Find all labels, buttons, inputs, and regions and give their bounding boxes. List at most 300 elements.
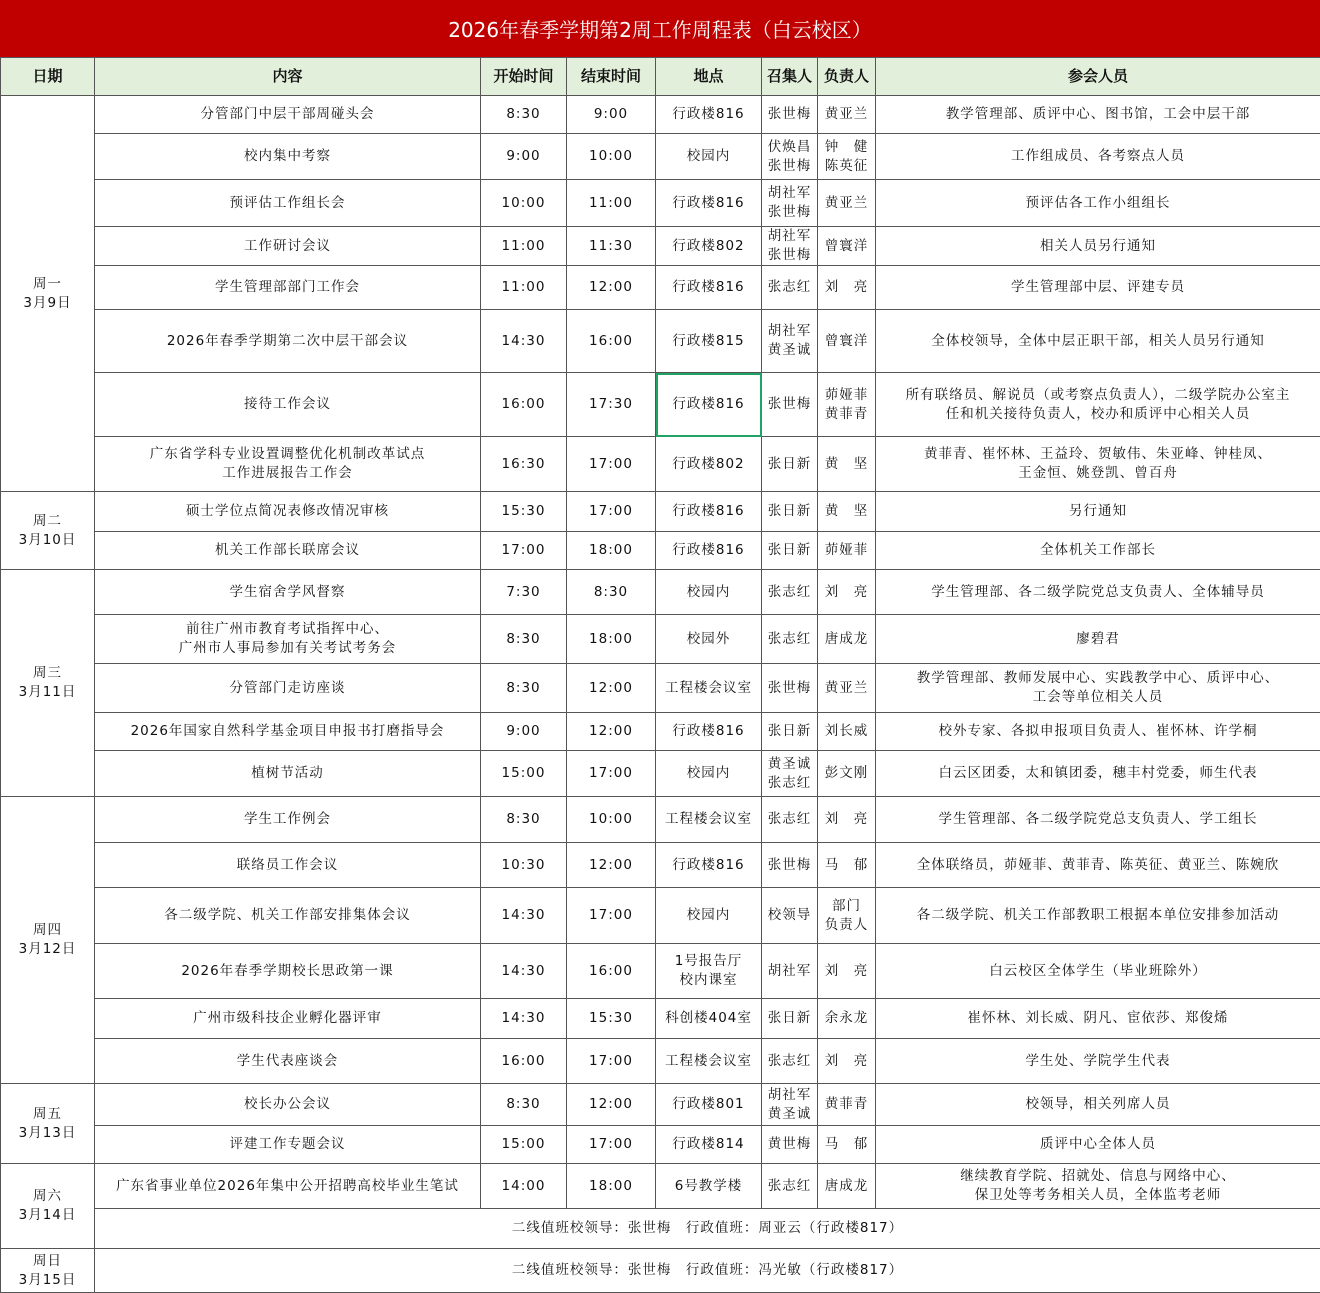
owner-cell-line: 黄亚兰 xyxy=(820,194,873,213)
owner-cell-line: 部门 xyxy=(820,897,873,916)
start-time-cell[interactable]: 8:30 xyxy=(481,615,567,664)
start-time-cell[interactable]: 15:00 xyxy=(481,751,567,797)
convener-cell[interactable] xyxy=(762,664,818,713)
content-cell-line: 2026年春季学期校长思政第一课 xyxy=(97,962,478,981)
owner-cell[interactable] xyxy=(818,310,876,373)
table-row xyxy=(1,134,1320,180)
owner-cell[interactable] xyxy=(818,227,876,266)
attendees-cell-line: 工作组成员、各考察点人员 xyxy=(878,147,1318,166)
content-cell-line: 学生宿舍学风督察 xyxy=(97,583,478,602)
location-cell-line: 行政楼815 xyxy=(658,332,759,351)
convener-cell-line: 张日新 xyxy=(764,541,815,560)
content-cell-line: 学生管理部部门工作会 xyxy=(97,278,478,297)
end-time-cell[interactable]: 9:00 xyxy=(567,96,656,134)
table-row xyxy=(1,1126,1320,1164)
location-cell[interactable] xyxy=(656,96,762,134)
location-cell-line: 行政楼816 xyxy=(658,722,759,741)
content-cell-line: 各二级学院、机关工作部安排集体会议 xyxy=(97,906,478,925)
day-cell-sun[interactable] xyxy=(1,1249,95,1293)
convener-cell[interactable] xyxy=(762,492,818,532)
owner-cell[interactable] xyxy=(818,1039,876,1084)
end-time-cell[interactable]: 17:30 xyxy=(567,373,656,437)
content-cell[interactable] xyxy=(95,373,481,437)
convener-cell-line: 张志红 xyxy=(764,810,815,829)
header-convener[interactable]: 召集人 xyxy=(762,58,818,96)
table-row xyxy=(1,532,1320,570)
attendees-cell[interactable] xyxy=(876,134,1320,180)
convener-cell-line: 张志红 xyxy=(764,583,815,602)
owner-cell[interactable] xyxy=(818,1126,876,1164)
start-time-cell[interactable]: 16:30 xyxy=(481,437,567,492)
owner-cell[interactable] xyxy=(818,96,876,134)
content-cell-line: 学生代表座谈会 xyxy=(97,1052,478,1071)
end-time-cell[interactable]: 17:00 xyxy=(567,751,656,797)
location-cell-line: 行政楼816 xyxy=(658,541,759,560)
header-location[interactable]: 地点 xyxy=(656,58,762,96)
content-cell-line: 联络员工作会议 xyxy=(97,856,478,875)
owner-cell[interactable] xyxy=(818,492,876,532)
owner-cell-line: 曾寰洋 xyxy=(820,237,873,256)
day-cell-fri[interactable] xyxy=(1,1084,95,1164)
start-time-cell[interactable]: 10:00 xyxy=(481,180,567,227)
attendees-cell-line: 白云区团委，太和镇团委，穗丰村党委，师生代表 xyxy=(878,764,1318,783)
end-time-cell[interactable]: 12:00 xyxy=(567,843,656,888)
owner-cell-line: 马 郁 xyxy=(820,1135,873,1154)
content-cell-line: 分管部门走访座谈 xyxy=(97,679,478,698)
table-row xyxy=(1,437,1320,492)
location-cell[interactable] xyxy=(656,1164,762,1209)
location-cell[interactable] xyxy=(656,1039,762,1084)
owner-cell-line: 钟 健 xyxy=(820,138,873,157)
content-cell[interactable] xyxy=(95,1164,481,1209)
location-cell-line: 工程楼会议室 xyxy=(658,679,759,698)
end-time-cell[interactable]: 17:00 xyxy=(567,1126,656,1164)
attendees-cell-line: 白云校区全体学生（毕业班除外） xyxy=(878,962,1318,981)
start-time-cell[interactable]: 11:00 xyxy=(481,227,567,266)
content-cell[interactable] xyxy=(95,437,481,492)
owner-cell[interactable] xyxy=(818,373,876,437)
owner-cell[interactable] xyxy=(818,180,876,227)
convener-cell[interactable] xyxy=(762,227,818,266)
attendees-cell[interactable] xyxy=(876,373,1320,437)
content-cell[interactable] xyxy=(95,888,481,944)
content-cell-line: 前往广州市教育考试指挥中心、 xyxy=(97,620,478,639)
attendees-cell-line: 廖碧君 xyxy=(878,630,1318,649)
location-cell-line: 校园内 xyxy=(658,906,759,925)
attendees-cell-line: 全体联络员，茆娅菲、黄菲青、陈英征、黄亚兰、陈婉欣 xyxy=(878,856,1318,875)
location-cell[interactable] xyxy=(656,664,762,713)
content-cell-line: 硕士学位点简况表修改情况审核 xyxy=(97,502,478,521)
attendees-cell-line: 教学管理部、质评中心、图书馆，工会中层干部 xyxy=(878,105,1318,124)
content-cell[interactable] xyxy=(95,492,481,532)
attendees-cell[interactable] xyxy=(876,615,1320,664)
convener-cell-line: 张日新 xyxy=(764,502,815,521)
location-cell[interactable] xyxy=(656,797,762,843)
content-cell[interactable] xyxy=(95,751,481,797)
content-cell-line: 广州市级科技企业孵化器评审 xyxy=(97,1009,478,1028)
location-cell[interactable] xyxy=(656,888,762,944)
owner-cell[interactable] xyxy=(818,664,876,713)
day-cell-sat[interactable] xyxy=(1,1164,95,1249)
start-time-cell[interactable]: 11:00 xyxy=(481,266,567,310)
content-cell-line: 工作进展报告工作会 xyxy=(97,464,478,483)
content-cell[interactable] xyxy=(95,570,481,615)
content-cell-line: 接待工作会议 xyxy=(97,395,478,414)
table-row xyxy=(1,373,1320,437)
owner-cell-line: 刘 亮 xyxy=(820,810,873,829)
convener-cell[interactable] xyxy=(762,373,818,437)
location-cell[interactable] xyxy=(656,134,762,180)
owner-cell-line: 陈英征 xyxy=(820,157,873,176)
owner-cell[interactable] xyxy=(818,615,876,664)
end-time-cell[interactable]: 12:00 xyxy=(567,713,656,751)
convener-cell-line: 胡社军 xyxy=(764,322,815,341)
content-cell-line: 分管部门中层干部周碰头会 xyxy=(97,105,478,124)
location-cell-line: 行政楼802 xyxy=(658,237,759,256)
content-cell[interactable] xyxy=(95,1126,481,1164)
end-time-cell[interactable]: 11:00 xyxy=(567,180,656,227)
start-time-cell[interactable]: 17:00 xyxy=(481,532,567,570)
day-date: 3月14日 xyxy=(3,1206,92,1225)
start-time-cell[interactable]: 8:30 xyxy=(481,664,567,713)
location-cell[interactable] xyxy=(656,570,762,615)
convener-cell[interactable] xyxy=(762,134,818,180)
table-row xyxy=(1,713,1320,751)
convener-cell[interactable] xyxy=(762,999,818,1039)
schedule-table xyxy=(0,57,1320,1293)
location-cell[interactable] xyxy=(656,999,762,1039)
day-cell-tue[interactable] xyxy=(1,492,95,570)
content-cell-line: 校内集中考察 xyxy=(97,147,478,166)
start-time-cell[interactable]: 15:00 xyxy=(481,1126,567,1164)
location-cell[interactable] xyxy=(656,180,762,227)
table-row xyxy=(1,227,1320,266)
table-row xyxy=(1,797,1320,843)
convener-cell-line: 张世梅 xyxy=(764,856,815,875)
convener-cell[interactable] xyxy=(762,751,818,797)
start-time-cell[interactable]: 14:30 xyxy=(481,888,567,944)
location-cell[interactable] xyxy=(656,310,762,373)
table-row xyxy=(1,266,1320,310)
attendees-cell[interactable] xyxy=(876,1126,1320,1164)
location-cell-line: 校园内 xyxy=(658,583,759,602)
convener-cell-line: 胡社军 xyxy=(764,962,815,981)
convener-cell[interactable] xyxy=(762,843,818,888)
convener-cell-line: 张志红 xyxy=(764,774,815,793)
convener-cell[interactable] xyxy=(762,888,818,944)
attendees-cell[interactable] xyxy=(876,1039,1320,1084)
convener-cell-line: 黄圣诚 xyxy=(764,1105,815,1124)
start-time-cell[interactable]: 8:30 xyxy=(481,1084,567,1126)
end-time-cell[interactable]: 17:00 xyxy=(567,492,656,532)
convener-cell-line: 张日新 xyxy=(764,455,815,474)
location-cell-line: 校园内 xyxy=(658,147,759,166)
content-cell[interactable] xyxy=(95,227,481,266)
attendees-cell[interactable] xyxy=(876,96,1320,134)
table-row xyxy=(1,1039,1320,1084)
attendees-cell-line: 黄菲青、崔怀林、王益玲、贺敏伟、朱亚峰、钟桂凤、 xyxy=(878,445,1318,464)
convener-cell-line: 张世梅 xyxy=(764,157,815,176)
end-time-cell[interactable]: 10:00 xyxy=(567,134,656,180)
start-time-cell[interactable]: 7:30 xyxy=(481,570,567,615)
owner-cell[interactable] xyxy=(818,532,876,570)
content-cell[interactable] xyxy=(95,532,481,570)
owner-cell[interactable] xyxy=(818,1164,876,1209)
table-row xyxy=(1,888,1320,944)
day-date: 3月15日 xyxy=(3,1271,92,1290)
location-cell[interactable] xyxy=(656,373,762,437)
owner-cell[interactable] xyxy=(818,570,876,615)
owner-cell-line: 刘 亮 xyxy=(820,962,873,981)
attendees-cell[interactable] xyxy=(876,1084,1320,1126)
end-time-cell[interactable]: 16:00 xyxy=(567,310,656,373)
owner-cell[interactable] xyxy=(818,437,876,492)
content-cell[interactable] xyxy=(95,664,481,713)
location-cell[interactable] xyxy=(656,713,762,751)
convener-cell[interactable] xyxy=(762,713,818,751)
convener-cell-line: 张志红 xyxy=(764,630,815,649)
content-cell-line: 植树节活动 xyxy=(97,764,478,783)
start-time-cell[interactable]: 10:30 xyxy=(481,843,567,888)
convener-cell[interactable] xyxy=(762,615,818,664)
attendees-cell-line: 学生管理部中层、评建专员 xyxy=(878,278,1318,297)
owner-cell-line: 马 郁 xyxy=(820,856,873,875)
content-cell[interactable] xyxy=(95,713,481,751)
owner-cell-line: 唐成龙 xyxy=(820,1177,873,1196)
day-name: 周三 xyxy=(3,664,92,683)
convener-cell[interactable] xyxy=(762,180,818,227)
convener-cell-line: 黄世梅 xyxy=(764,1135,815,1154)
attendees-cell[interactable] xyxy=(876,227,1320,266)
content-cell[interactable] xyxy=(95,797,481,843)
location-cell-line: 行政楼816 xyxy=(658,856,759,875)
end-time-cell[interactable]: 18:00 xyxy=(567,532,656,570)
convener-cell-line: 张日新 xyxy=(764,1009,815,1028)
content-cell[interactable] xyxy=(95,266,481,310)
start-time-cell[interactable]: 9:00 xyxy=(481,134,567,180)
content-cell[interactable] xyxy=(95,843,481,888)
attendees-cell-line: 校领导，相关列席人员 xyxy=(878,1095,1318,1114)
attendees-cell[interactable] xyxy=(876,570,1320,615)
convener-cell[interactable] xyxy=(762,1039,818,1084)
end-time-cell[interactable]: 12:00 xyxy=(567,266,656,310)
location-cell[interactable] xyxy=(656,615,762,664)
start-time-cell[interactable]: 14:30 xyxy=(481,310,567,373)
attendees-cell[interactable] xyxy=(876,664,1320,713)
table-row xyxy=(1,664,1320,713)
attendees-cell[interactable] xyxy=(876,843,1320,888)
owner-cell[interactable] xyxy=(818,134,876,180)
location-cell[interactable] xyxy=(656,532,762,570)
location-cell[interactable] xyxy=(656,266,762,310)
header-row xyxy=(1,58,1320,96)
convener-cell[interactable] xyxy=(762,1084,818,1126)
location-cell-line: 1号报告厅 xyxy=(658,952,759,971)
convener-cell-line: 黄圣诚 xyxy=(764,755,815,774)
start-time-cell[interactable]: 16:00 xyxy=(481,373,567,437)
attendees-cell[interactable] xyxy=(876,266,1320,310)
page-title: 2026年春季学期第2周工作周程表（白云校区） xyxy=(0,0,1320,57)
content-cell[interactable] xyxy=(95,96,481,134)
header-end[interactable]: 结束时间 xyxy=(567,58,656,96)
attendees-cell[interactable] xyxy=(876,888,1320,944)
owner-cell-line: 曾寰洋 xyxy=(820,332,873,351)
end-time-cell[interactable]: 12:00 xyxy=(567,664,656,713)
location-cell[interactable] xyxy=(656,437,762,492)
table-row xyxy=(1,492,1320,532)
attendees-cell-line: 学生管理部、各二级学院党总支负责人、学工组长 xyxy=(878,810,1318,829)
day-cell-wed[interactable] xyxy=(1,570,95,797)
content-cell-line: 广东省学科专业设置调整优化机制改革试点 xyxy=(97,445,478,464)
location-cell[interactable] xyxy=(656,1084,762,1126)
convener-cell-line: 张志红 xyxy=(764,1177,815,1196)
owner-cell[interactable] xyxy=(818,266,876,310)
location-cell-line: 工程楼会议室 xyxy=(658,810,759,829)
table-row xyxy=(1,570,1320,615)
day-cell-mon[interactable] xyxy=(1,96,95,492)
owner-cell[interactable] xyxy=(818,713,876,751)
convener-cell-line: 张世梅 xyxy=(764,105,815,124)
table-row xyxy=(1,96,1320,134)
convener-cell-line: 胡社军 xyxy=(764,1086,815,1105)
start-time-cell[interactable]: 9:00 xyxy=(481,713,567,751)
header-content[interactable]: 内容 xyxy=(95,58,481,96)
attendees-cell[interactable] xyxy=(876,310,1320,373)
header-start[interactable]: 开始时间 xyxy=(481,58,567,96)
convener-cell[interactable] xyxy=(762,310,818,373)
convener-cell[interactable] xyxy=(762,797,818,843)
attendees-cell[interactable] xyxy=(876,751,1320,797)
start-time-cell[interactable]: 14:30 xyxy=(481,944,567,999)
attendees-cell-line: 全体机关工作部长 xyxy=(878,541,1318,560)
owner-cell-line: 黄菲青 xyxy=(820,405,873,424)
owner-cell[interactable] xyxy=(818,888,876,944)
location-cell[interactable] xyxy=(656,1126,762,1164)
duty-cell-sun[interactable]: 二线值班校领导：张世梅 行政值班：冯光敏（行政楼817） xyxy=(95,1249,1320,1293)
day-date: 3月11日 xyxy=(3,683,92,702)
owner-cell[interactable] xyxy=(818,1084,876,1126)
day-cell-thu[interactable] xyxy=(1,797,95,1084)
end-time-cell[interactable]: 10:00 xyxy=(567,797,656,843)
content-cell-line: 机关工作部长联席会议 xyxy=(97,541,478,560)
end-time-cell[interactable]: 12:00 xyxy=(567,1084,656,1126)
attendees-cell-line: 保卫处等考务相关人员，全体监考老师 xyxy=(878,1186,1318,1205)
start-time-cell[interactable]: 8:30 xyxy=(481,96,567,134)
attendees-cell[interactable] xyxy=(876,999,1320,1039)
convener-cell[interactable] xyxy=(762,570,818,615)
convener-cell[interactable] xyxy=(762,1164,818,1209)
attendees-cell[interactable] xyxy=(876,180,1320,227)
duty-cell-sat[interactable]: 二线值班校领导：张世梅 行政值班：周亚云（行政楼817） xyxy=(95,1209,1320,1249)
convener-cell[interactable] xyxy=(762,532,818,570)
content-cell-line: 2026年春季学期第二次中层干部会议 xyxy=(97,332,478,351)
content-cell-line: 广州市人事局参加有关考试考务会 xyxy=(97,639,478,658)
owner-cell-line: 刘长威 xyxy=(820,722,873,741)
end-time-cell[interactable]: 17:00 xyxy=(567,1039,656,1084)
location-cell[interactable] xyxy=(656,751,762,797)
end-time-cell[interactable]: 11:30 xyxy=(567,227,656,266)
end-time-cell[interactable]: 16:00 xyxy=(567,944,656,999)
attendees-cell[interactable] xyxy=(876,437,1320,492)
convener-cell-line: 张志红 xyxy=(764,278,815,297)
start-time-cell[interactable]: 14:30 xyxy=(481,999,567,1039)
convener-cell[interactable] xyxy=(762,96,818,134)
convener-cell[interactable] xyxy=(762,944,818,999)
owner-cell-line: 茆娅菲 xyxy=(820,541,873,560)
owner-cell-line: 刘 亮 xyxy=(820,278,873,297)
table-row xyxy=(1,751,1320,797)
end-time-cell[interactable]: 18:00 xyxy=(567,615,656,664)
location-cell[interactable] xyxy=(656,843,762,888)
header-owner[interactable]: 负责人 xyxy=(818,58,876,96)
convener-cell-line: 张志红 xyxy=(764,1052,815,1071)
content-cell-line: 学生工作例会 xyxy=(97,810,478,829)
owner-cell[interactable] xyxy=(818,751,876,797)
content-cell[interactable] xyxy=(95,1039,481,1084)
owner-cell-line: 黄亚兰 xyxy=(820,105,873,124)
owner-cell-line: 茆娅菲 xyxy=(820,386,873,405)
start-time-cell[interactable]: 8:30 xyxy=(481,797,567,843)
location-cell-line: 行政楼816 xyxy=(658,502,759,521)
owner-cell[interactable] xyxy=(818,843,876,888)
content-cell[interactable] xyxy=(95,944,481,999)
attendees-cell[interactable] xyxy=(876,492,1320,532)
start-time-cell[interactable]: 16:00 xyxy=(481,1039,567,1084)
owner-cell[interactable] xyxy=(818,999,876,1039)
attendees-cell-line: 全体校领导，全体中层正职干部，相关人员另行通知 xyxy=(878,332,1318,351)
content-cell[interactable] xyxy=(95,180,481,227)
convener-cell-line: 张日新 xyxy=(764,722,815,741)
content-cell[interactable] xyxy=(95,1084,481,1126)
day-date: 3月10日 xyxy=(3,531,92,550)
convener-cell[interactable] xyxy=(762,437,818,492)
location-cell[interactable] xyxy=(656,492,762,532)
end-time-cell[interactable]: 17:00 xyxy=(567,888,656,944)
header-date[interactable]: 日期 xyxy=(1,58,95,96)
owner-cell-line: 刘 亮 xyxy=(820,1052,873,1071)
content-cell[interactable] xyxy=(95,134,481,180)
owner-cell[interactable] xyxy=(818,944,876,999)
attendees-cell-line: 质评中心全体人员 xyxy=(878,1135,1318,1154)
location-cell[interactable] xyxy=(656,227,762,266)
day-name: 周日 xyxy=(3,1252,92,1271)
attendees-cell[interactable] xyxy=(876,532,1320,570)
content-cell[interactable] xyxy=(95,999,481,1039)
day-name: 周六 xyxy=(3,1187,92,1206)
convener-cell[interactable] xyxy=(762,1126,818,1164)
header-attendees[interactable]: 参会人员 xyxy=(876,58,1320,96)
end-time-cell[interactable]: 17:00 xyxy=(567,437,656,492)
location-cell-line: 校内课室 xyxy=(658,971,759,990)
attendees-cell[interactable] xyxy=(876,797,1320,843)
end-time-cell[interactable]: 8:30 xyxy=(567,570,656,615)
attendees-cell[interactable] xyxy=(876,944,1320,999)
attendees-cell-line: 预评估各工作小组组长 xyxy=(878,194,1318,213)
end-time-cell[interactable]: 15:30 xyxy=(567,999,656,1039)
start-time-cell[interactable]: 14:00 xyxy=(481,1164,567,1209)
end-time-cell[interactable]: 18:00 xyxy=(567,1164,656,1209)
owner-cell[interactable] xyxy=(818,797,876,843)
content-cell[interactable] xyxy=(95,615,481,664)
start-time-cell[interactable]: 15:30 xyxy=(481,492,567,532)
attendees-cell-line: 学生处、学院学生代表 xyxy=(878,1052,1318,1071)
convener-cell[interactable] xyxy=(762,266,818,310)
content-cell[interactable] xyxy=(95,310,481,373)
attendees-cell[interactable] xyxy=(876,713,1320,751)
location-cell[interactable] xyxy=(656,944,762,999)
attendees-cell[interactable] xyxy=(876,1164,1320,1209)
owner-cell-line: 黄 坚 xyxy=(820,455,873,474)
